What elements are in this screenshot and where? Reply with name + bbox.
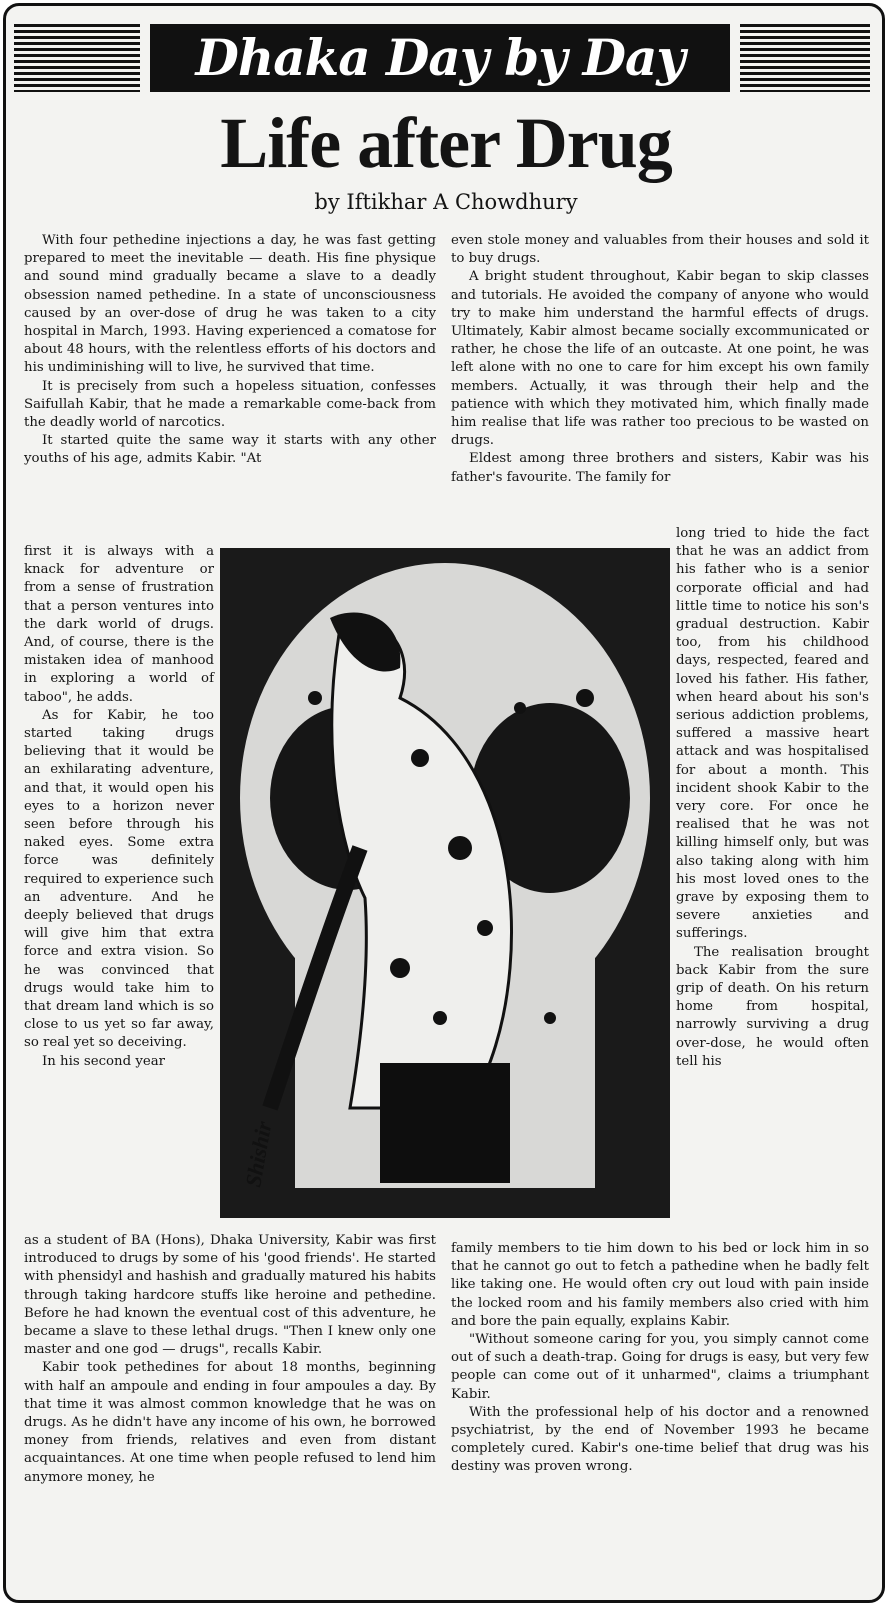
ink-spot	[433, 1011, 447, 1025]
column-2-bottom	[451, 1240, 869, 1477]
paragraph: Eldest among three brothers and sisters, Kabir was his father's favourite. The family for	[451, 451, 869, 485]
figure-legs	[380, 1063, 510, 1183]
column-2-top	[451, 232, 869, 487]
illustration-drawing	[220, 548, 670, 1218]
ink-spot	[390, 958, 410, 978]
ink-spot	[308, 691, 322, 705]
paragraph: The realisation brought back Kabir from the sure grip of death. On his return home from hospital, narrowly surviving a drug over-dose, he would often tell his	[676, 944, 869, 1069]
paragraph: Kabir took pethedines for about 18 months, beginning with half an ampoule and ending in four ampoules a day. By that time it was almost common knowledge that he was on drugs. As he didn't have any income of his own, he borrowed money from friends, relatives and even from distant acquaintances. At one time when people refused to lend him anymore money, he	[24, 1360, 436, 1485]
ink-spot	[576, 689, 594, 707]
ink-spot	[477, 920, 493, 936]
illustrator-signature: Shishir	[240, 1119, 277, 1189]
illustration	[220, 548, 670, 1218]
banner-hatch-right	[740, 24, 870, 92]
paragraph: long tried to hide the fact that he was an addict from his father who is a senior corporate official and had little time to notice his son's gradual destruction. Kabir too, from his childhood days, respected, feared and loved his father. His father, when heard about his son's serious addiction problems, suffered a massive heart attack and was hospitalised for about a month. This incident shook Kabir to the very core. For once he realised that he was not killing himself only, but was also taking along with him his most loved ones to the grave by exposing them to severe anxieties and sufferings.	[676, 526, 869, 942]
headline: Life after Drug	[220, 103, 672, 183]
paragraph: With the professional help of his doctor and a renowned psychiatrist, by the end of November 1993 he became completely cured. Kabir's one-time belief that drug was his destiny was proven wrong.	[451, 1404, 869, 1475]
section-banner	[14, 24, 870, 92]
paragraph: first it is always with a knack for adventure or from a sense of frustration that a person ventures into the dark world of drugs. And, of course, there is the mistaken idea of manhood in exploring a world of taboo", he adds.	[24, 544, 214, 705]
byline: by Iftikhar A Chowdhury	[314, 190, 578, 214]
paragraph: as a student of BA (Hons), Dhaka University, Kabir was first introduced to drugs by some of his 'good friends'. He started with phensidyl and hashish and gradually matured his habits through taking hardcore stuffs like heroine and pethedine. Before he had known the eventual cost of this adventure, he became a slave to these lethal drugs. "Then I knew only one master and one god — drugs", recalls Kabir.	[24, 1233, 436, 1358]
ink-spot	[514, 702, 526, 714]
section-banner-title: Dhaka Day by Day	[150, 24, 730, 92]
ink-spot	[544, 1012, 556, 1024]
column-1-bottom	[24, 1232, 436, 1487]
paragraph: even stole money and valuables from their houses and sold it to buy drugs.	[451, 233, 869, 267]
paragraph: "Without someone caring for you, you simply cannot come out of such a death-trap. Going for drugs is easy, but very few people can come out of it unharmed", claims a triumphant Kabir.	[451, 1332, 869, 1402]
ink-spot	[411, 749, 429, 767]
column-1-narrow	[24, 543, 214, 1071]
column-1-top	[24, 232, 436, 469]
paragraph: A bright student throughout, Kabir began to skip classes and tutorials. He avoided the company of anyone who would try to make him understand the harmful effects of drugs. Ultimately, Kabir almost became socially excommunicated or rather, he chose the life of an outcaste. At one point, he was left alone with no one to care for him except his own family members. Actually, it was through their help and the patience with which they motivated him, which finally made him realise that life was rather too precious to be wasted on drugs.	[451, 269, 869, 449]
column-2-narrow	[676, 525, 869, 1071]
banner-hatch-left	[14, 24, 140, 92]
paragraph: In his second year	[42, 1053, 166, 1069]
paragraph: family members to tie him down to his bed or lock him in so that he cannot go out to fetch a pathedine when he badly felt like taking one. He would often cry out loud with pain inside the locked room and his family members also cried with him and bore the pain equally, explains Kabir.	[451, 1241, 869, 1329]
paragraph: As for Kabir, he too started taking drugs believing that it would be an exhilarating adventure, and that, it would open his eyes to a horizon never seen before through his naked eyes. Some extra force was definitely required to experience such an adventure. And he deeply believed that drugs will give him that extra force and extra vision. So he was convinced that drugs would take him to that dream land which is so close to us yet so far away, so real yet so deceiving.	[24, 707, 214, 1051]
paragraph: It started quite the same way it starts with any other youths of his age, admits Kabir. "At	[24, 433, 436, 467]
paragraph: With four pethedine injections a day, he was fast getting prepared to meet the inevitable — death. His fine physique and sound mind gradually became a slave to a deadly obsession named pethedine. In a state of unconsciousness caused by an over-dose of drug he was taken to a city hospital in March, 1993. Having experienced a comatose for about 48 hours, with the relentless efforts of his doctors and his undiminishing will to live, he survived that time.	[24, 233, 436, 376]
paragraph: It is precisely from such a hopeless situation, confesses Saifullah Kabir, that he made a remarkable come-back from the deadly world of narcotics.	[24, 378, 436, 431]
ink-spot	[448, 836, 472, 860]
